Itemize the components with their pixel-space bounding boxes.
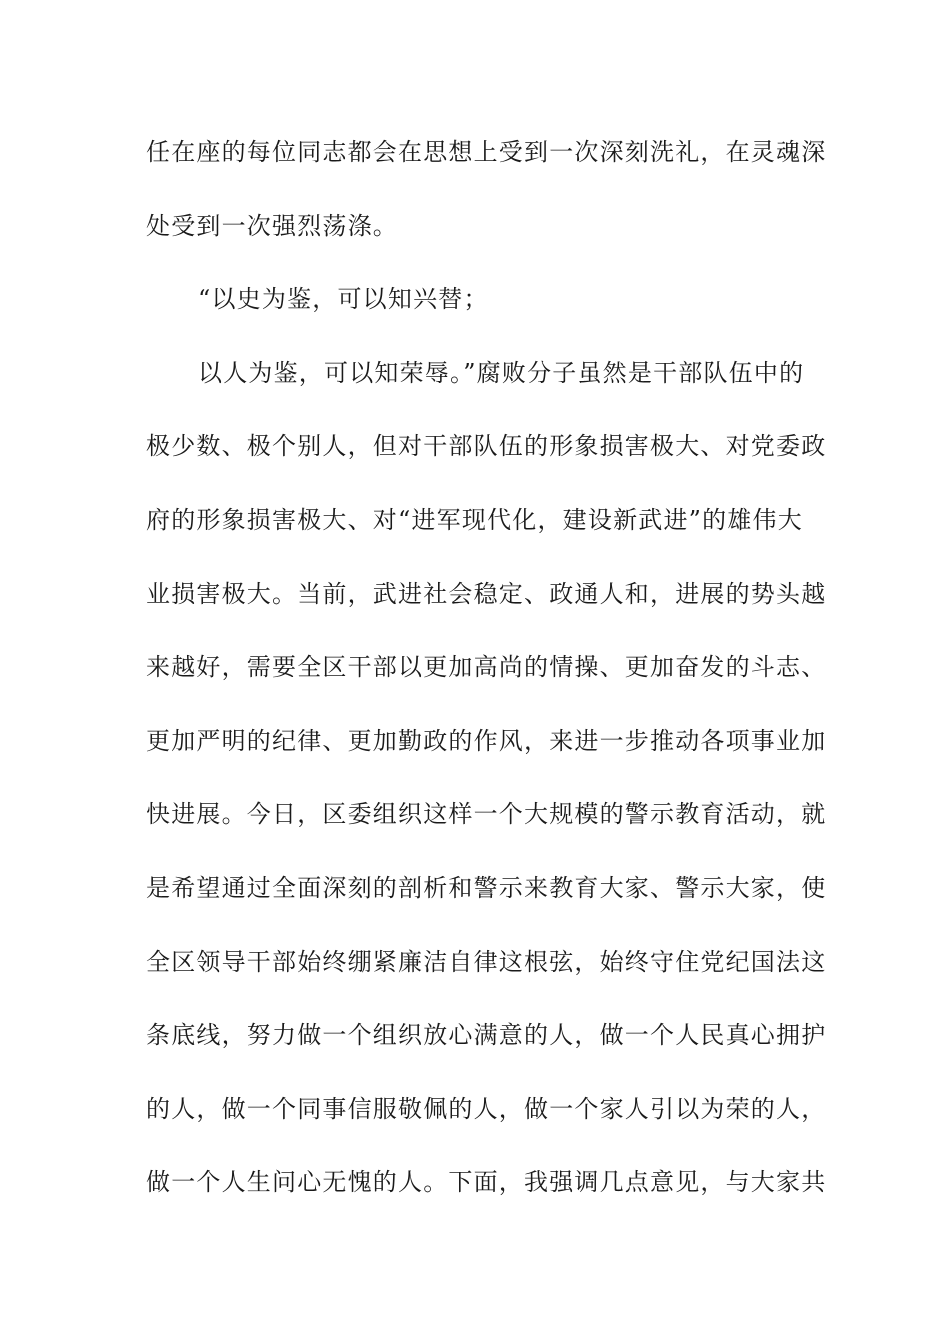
text-line: 更加严明的纪律、更加勤政的作风，来进一步推动各项事业加 <box>146 726 827 755</box>
text-line: 条底线，努力做一个组织放心满意的人，做一个人民真心拥护 <box>146 1021 827 1050</box>
text-line: 来越好，需要全区干部以更加高尚的情操、更加奋发的斗志、 <box>146 653 827 682</box>
text-line: 处受到一次强烈荡涤。 <box>146 211 398 240</box>
text-line: 快进展。今日，区委组织这样一个大规模的警示教育活动，就 <box>146 800 827 829</box>
text-line: 的人，做一个同事信服敬佩的人，做一个家人引以为荣的人， <box>146 1094 827 1123</box>
text-line: 以人为鉴，可以知荣辱。”腐败分子虽然是干部队伍中的 <box>198 358 805 387</box>
text-line: 做一个人生问心无愧的人。下面，我强调几点意见，与大家共 <box>146 1168 827 1197</box>
body-text <box>146 126 827 1230</box>
text-line: 极少数、极个别人，但对干部队伍的形象损害极大、对党委政 <box>146 432 827 461</box>
text-line: 任在座的每位同志都会在思想上受到一次深刻洗礼，在灵魂深 <box>146 138 827 166</box>
text-line: “以史为鉴，可以知兴替； <box>198 285 489 314</box>
text-line: 是希望通过全面深刻的剖析和警示来教育大家、警示大家，使 <box>146 873 827 902</box>
text-line: 全区领导干部始终绷紧廉洁自律这根弦，始终守住党纪国法这 <box>146 947 827 976</box>
text-line: 业损害极大。当前，武进社会稳定、政通人和，进展的势头越 <box>146 579 827 608</box>
text-line: 府的形象损害极大、对“进军现代化，建设新武进”的雄伟大 <box>146 505 803 534</box>
